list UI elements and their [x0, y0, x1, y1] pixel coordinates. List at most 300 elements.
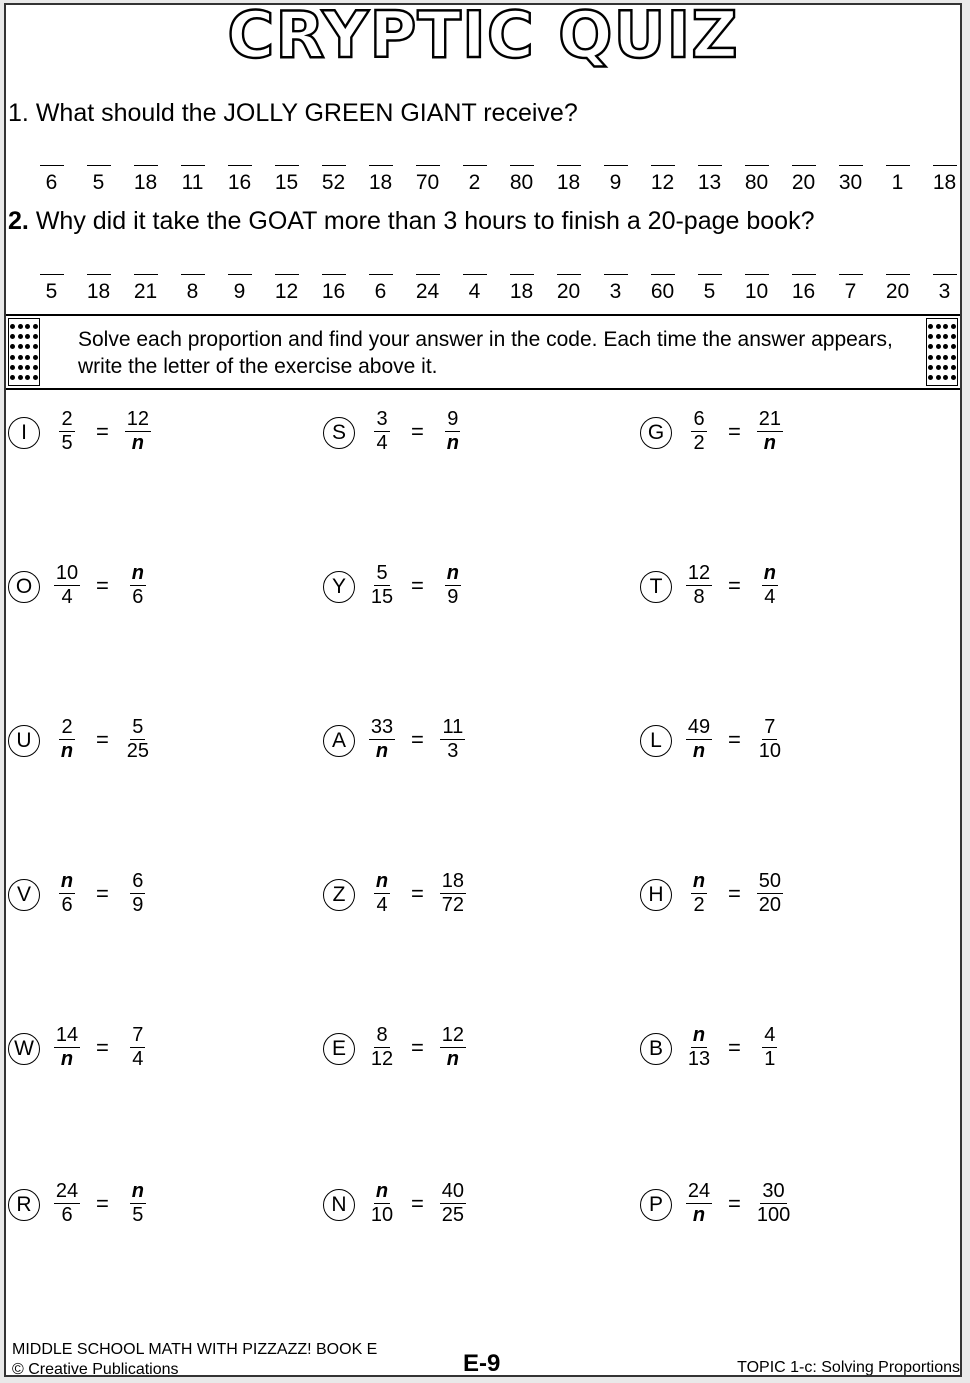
fraction-numerator: 9: [447, 408, 459, 430]
fraction-numerator: 40: [441, 1180, 464, 1202]
fraction: [52, 1024, 82, 1071]
dot: [928, 365, 933, 370]
answer-blank[interactable]: [404, 165, 451, 195]
code-number: 20: [791, 171, 816, 194]
answer-blank[interactable]: [639, 274, 686, 304]
answer-blank[interactable]: [780, 165, 827, 195]
answer-blank[interactable]: [28, 274, 75, 304]
fraction: [755, 562, 785, 609]
blank-line: [322, 165, 346, 166]
fraction: [123, 562, 153, 609]
instructions-box: [6, 314, 960, 390]
fraction: [367, 562, 397, 609]
answer-blank[interactable]: [686, 165, 733, 195]
blank-line: [557, 165, 581, 166]
blank-line: [933, 165, 957, 166]
problem-letter-circle: S: [323, 417, 355, 449]
fraction-numerator: n: [375, 870, 389, 892]
fraction-numerator: 6: [132, 870, 144, 892]
dot: [951, 365, 956, 370]
fraction: [438, 1180, 468, 1227]
page-number: E-9: [463, 1350, 501, 1377]
problem-letter-circle: U: [8, 725, 40, 757]
blank-line: [886, 165, 910, 166]
fraction-denominator: 3: [447, 740, 459, 762]
fraction-denominator: n: [131, 432, 144, 454]
blank-line: [933, 274, 957, 275]
answer-blank[interactable]: [122, 274, 169, 304]
code-number: 15: [274, 171, 299, 194]
problem-letter-circle: G: [640, 417, 672, 449]
code-number: 13: [697, 171, 722, 194]
problem-u: [8, 716, 153, 763]
problem-t: [640, 562, 785, 609]
page-title: CRYPTIC QUIZ: [227, 3, 739, 73]
fraction-denominator: 8: [693, 586, 705, 608]
dot: [936, 375, 941, 380]
answer-blank[interactable]: [498, 165, 545, 195]
dot: [25, 344, 30, 349]
footer-credits: [12, 1340, 377, 1377]
problem-h: [640, 870, 785, 917]
fraction: [755, 870, 785, 917]
blank-line: [181, 274, 205, 275]
dot: [928, 324, 933, 329]
code-number: 10: [744, 280, 769, 303]
fraction-numerator: 12: [441, 1024, 464, 1046]
answer-blank[interactable]: [357, 165, 404, 195]
equals-sign: =: [411, 418, 424, 444]
problem-r: [8, 1180, 153, 1227]
problem-i: [8, 408, 153, 455]
answer-blank[interactable]: [310, 165, 357, 195]
code-number: 16: [321, 280, 346, 303]
fraction: [755, 408, 785, 455]
dot: [33, 344, 38, 349]
fraction-denominator: 25: [126, 740, 149, 762]
problem-o: [8, 562, 153, 609]
fraction-numerator: 12: [687, 562, 711, 584]
answer-blank[interactable]: [874, 274, 921, 304]
problem-letter-circle: E: [323, 1033, 355, 1065]
answer-blank[interactable]: [451, 274, 498, 304]
blank-line: [839, 274, 863, 275]
problem-letter-circle: L: [640, 725, 672, 757]
fraction-denominator: 4: [376, 432, 388, 454]
blank-line: [698, 274, 722, 275]
equals-sign: =: [96, 418, 109, 444]
fraction-denominator: n: [763, 432, 776, 454]
fraction-denominator: 1: [764, 1048, 776, 1070]
dot: [33, 375, 38, 380]
problem-n: [323, 1180, 468, 1227]
problem-letter-circle: H: [640, 879, 672, 911]
blank-line: [322, 274, 346, 275]
blank-line: [416, 274, 440, 275]
problem-a: [323, 716, 468, 763]
footer-topic: TOPIC 1-c: Solving Proportions: [737, 1359, 960, 1376]
code-number: 3: [609, 280, 622, 303]
fraction: [684, 870, 714, 917]
answer-blank[interactable]: [404, 274, 451, 304]
answer-blank[interactable]: [310, 274, 357, 304]
blank-line: [792, 165, 816, 166]
code-number: 30: [838, 171, 863, 194]
blank-line: [792, 274, 816, 275]
dot: [33, 334, 38, 339]
fraction: [123, 870, 153, 917]
answer-blank[interactable]: [921, 274, 962, 304]
fraction-denominator: n: [60, 740, 74, 762]
code-number: 18: [932, 171, 957, 194]
blank-line: [416, 165, 440, 166]
answer-blank[interactable]: [263, 165, 310, 195]
dot: [936, 365, 941, 370]
problem-letter-circle: V: [8, 879, 40, 911]
fraction-numerator: n: [131, 1180, 144, 1202]
blank-line: [745, 274, 769, 275]
code-number: 18: [86, 280, 111, 303]
fraction-denominator: 4: [61, 586, 73, 608]
equals-sign: =: [728, 572, 741, 598]
dot: [928, 355, 933, 360]
fraction-numerator: 50: [758, 870, 781, 892]
fraction-numerator: 21: [758, 408, 781, 430]
fraction-numerator: 5: [376, 562, 388, 584]
fraction-numerator: 4: [764, 1024, 776, 1046]
code-number: 6: [374, 280, 387, 303]
equals-sign: =: [411, 880, 424, 906]
code-number: 2: [468, 171, 481, 194]
fraction-denominator: 15: [370, 586, 394, 608]
blank-line: [698, 165, 722, 166]
fraction: [438, 1024, 468, 1071]
fraction-denominator: 2: [693, 432, 705, 454]
problem-letter-circle: W: [8, 1033, 40, 1065]
blank-line: [604, 165, 628, 166]
equals-sign: =: [411, 1034, 424, 1060]
code-number: 5: [45, 280, 58, 303]
blank-line: [510, 274, 534, 275]
fraction-denominator: 4: [376, 894, 388, 916]
fraction: [438, 870, 468, 917]
fraction-denominator: 2: [693, 894, 705, 916]
fraction: [123, 1024, 153, 1071]
dot: [928, 375, 933, 380]
fraction: [438, 562, 468, 609]
problem-letter-circle: O: [8, 571, 40, 603]
answer-blank[interactable]: [216, 165, 263, 195]
code-number: 70: [415, 171, 440, 194]
answer-blank[interactable]: [639, 165, 686, 195]
code-number: 80: [509, 171, 534, 194]
fraction-denominator: 5: [61, 432, 73, 454]
code-number: 9: [233, 280, 246, 303]
fraction-numerator: n: [375, 1180, 389, 1202]
fraction: [52, 716, 82, 763]
answer-blank[interactable]: [780, 274, 827, 304]
decorative-dots-right: [926, 318, 958, 386]
equals-sign: =: [728, 1034, 741, 1060]
answer-blank[interactable]: [169, 165, 216, 195]
code-number: 5: [703, 280, 716, 303]
answer-blank[interactable]: [827, 274, 874, 304]
question-2-text: Why did it take the GOAT more than 3 hours to finish a 20-page book?: [35, 207, 815, 235]
blank-line: [275, 165, 299, 166]
blank-line: [369, 165, 393, 166]
fraction-numerator: n: [446, 562, 459, 584]
answer-blanks-1: [28, 165, 962, 195]
problem-letter-circle: R: [8, 1189, 40, 1221]
dot: [18, 355, 23, 360]
problem-b: [640, 1024, 785, 1071]
code-number: 52: [321, 171, 346, 194]
fraction-denominator: n: [692, 740, 706, 762]
dot: [18, 344, 23, 349]
fraction-numerator: 7: [132, 1024, 144, 1046]
dot: [18, 324, 23, 329]
dot: [936, 344, 941, 349]
answer-blank[interactable]: [357, 274, 404, 304]
answer-blank[interactable]: [75, 274, 122, 304]
equals-sign: =: [96, 726, 109, 752]
fraction-numerator: n: [692, 870, 706, 892]
dot: [18, 334, 23, 339]
dot: [943, 375, 948, 380]
dot: [943, 355, 948, 360]
fraction: [52, 408, 82, 455]
fraction-denominator: n: [692, 1204, 706, 1226]
blank-line: [228, 165, 252, 166]
code-number: 18: [368, 171, 393, 194]
problem-letter-circle: B: [640, 1033, 672, 1065]
fraction-denominator: 12: [370, 1048, 394, 1070]
fraction-denominator: 4: [132, 1048, 144, 1070]
blank-line: [839, 165, 863, 166]
blank-line: [651, 274, 675, 275]
answer-blank[interactable]: [75, 165, 122, 195]
answer-blank[interactable]: [921, 165, 962, 195]
equals-sign: =: [96, 1034, 109, 1060]
answer-blank[interactable]: [733, 274, 780, 304]
fraction-numerator: 18: [441, 870, 464, 892]
fraction: [684, 408, 714, 455]
fraction-denominator: 9: [132, 894, 144, 916]
equals-sign: =: [728, 880, 741, 906]
code-number: 60: [650, 280, 675, 303]
problem-letter-circle: Y: [323, 571, 355, 603]
answer-blank[interactable]: [28, 165, 75, 195]
code-number: 18: [556, 171, 581, 194]
fraction: [367, 408, 397, 455]
dot: [951, 355, 956, 360]
dot: [951, 375, 956, 380]
code-number: 12: [650, 171, 675, 194]
fraction-denominator: 6: [61, 1204, 73, 1226]
fraction-numerator: 14: [55, 1024, 79, 1046]
equals-sign: =: [96, 1190, 109, 1216]
blank-line: [557, 274, 581, 275]
dot: [943, 324, 948, 329]
problem-e: [323, 1024, 468, 1071]
fraction: [684, 1180, 714, 1227]
dot: [25, 334, 30, 339]
fraction-numerator: 8: [376, 1024, 388, 1046]
dot: [18, 375, 23, 380]
dot: [10, 365, 15, 370]
fraction-numerator: 7: [764, 716, 776, 738]
answer-blank[interactable]: [545, 274, 592, 304]
fraction-numerator: 24: [687, 1180, 711, 1202]
problem-letter-circle: Z: [323, 879, 355, 911]
answer-blank[interactable]: [216, 274, 263, 304]
answer-blank[interactable]: [263, 274, 310, 304]
fraction-numerator: 49: [687, 716, 711, 738]
problem-z: [323, 870, 468, 917]
footer-publisher: © Creative Publications: [12, 1361, 179, 1377]
dot: [943, 365, 948, 370]
problem-p: [640, 1180, 792, 1227]
dot: [18, 365, 23, 370]
fraction: [52, 1180, 82, 1227]
answer-blank[interactable]: [122, 165, 169, 195]
dot: [10, 375, 15, 380]
fraction: [367, 1180, 397, 1227]
equals-sign: =: [728, 726, 741, 752]
dot: [936, 324, 941, 329]
problem-letter-circle: T: [640, 571, 672, 603]
answer-blanks-2: [28, 274, 962, 304]
fraction-numerator: 5: [132, 716, 144, 738]
equals-sign: =: [411, 726, 424, 752]
fraction-denominator: n: [446, 1048, 459, 1070]
fraction: [438, 716, 468, 763]
fraction-numerator: 6: [693, 408, 705, 430]
blank-line: [87, 165, 111, 166]
fraction-numerator: 10: [55, 562, 79, 584]
code-number: 6: [45, 171, 58, 194]
fraction: [52, 562, 82, 609]
answer-blank[interactable]: [498, 274, 545, 304]
answer-blank[interactable]: [451, 165, 498, 195]
equals-sign: =: [96, 572, 109, 598]
code-number: 16: [227, 171, 252, 194]
dot: [951, 324, 956, 329]
problem-letter-circle: A: [323, 725, 355, 757]
problem-letter-circle: N: [323, 1189, 355, 1221]
code-number: 12: [274, 280, 299, 303]
code-number: 9: [609, 171, 622, 194]
answer-blank[interactable]: [733, 165, 780, 195]
fraction-denominator: 4: [764, 586, 776, 608]
blank-line: [275, 274, 299, 275]
dot: [25, 375, 30, 380]
fraction-numerator: 33: [370, 716, 394, 738]
fraction-denominator: 20: [758, 894, 781, 916]
fraction-numerator: 2: [61, 716, 73, 738]
fraction-numerator: 24: [55, 1180, 79, 1202]
blank-line: [40, 165, 64, 166]
answer-blank[interactable]: [592, 274, 639, 304]
code-number: 21: [133, 280, 158, 303]
fraction-denominator: 9: [447, 586, 459, 608]
dot: [10, 324, 15, 329]
answer-blank[interactable]: [874, 165, 921, 195]
problem-v: [8, 870, 153, 917]
blank-line: [181, 165, 205, 166]
code-number: 4: [468, 280, 481, 303]
instructions-text: Solve each proportion and find your answer in the code. Each time the answer appears, write the letter of the exercise above it.: [78, 328, 893, 378]
footer-book-title: MIDDLE SCHOOL MATH WITH PIZZAZZ! BOOK E: [12, 1341, 378, 1358]
question-1-text: What should the JOLLY GREEN GIANT receive?: [35, 99, 578, 127]
fraction-denominator: 13: [687, 1048, 711, 1070]
problem-l: [640, 716, 785, 763]
dot: [943, 334, 948, 339]
code-number: 8: [186, 280, 199, 303]
code-number: 24: [415, 280, 440, 303]
blank-line: [463, 274, 487, 275]
problem-w: [8, 1024, 153, 1071]
answer-blank[interactable]: [592, 165, 639, 195]
code-number: 20: [556, 280, 581, 303]
blank-line: [134, 274, 158, 275]
fraction-numerator: 30: [762, 1180, 785, 1202]
code-number: 11: [181, 171, 204, 194]
fraction-numerator: 3: [376, 408, 388, 430]
fraction-denominator: n: [446, 432, 459, 454]
blank-line: [228, 274, 252, 275]
fraction: [52, 870, 82, 917]
blank-line: [369, 274, 393, 275]
answer-blank[interactable]: [686, 274, 733, 304]
question-2: [8, 207, 815, 236]
answer-blank[interactable]: [827, 165, 874, 195]
fraction: [755, 1180, 792, 1227]
equals-sign: =: [411, 572, 424, 598]
fraction: [123, 716, 153, 763]
blank-line: [651, 165, 675, 166]
fraction: [684, 1024, 714, 1071]
fraction: [367, 870, 397, 917]
problem-s: [323, 408, 468, 455]
answer-blank[interactable]: [545, 165, 592, 195]
dot: [936, 334, 941, 339]
fraction: [123, 1180, 153, 1227]
fraction-numerator: 11: [442, 716, 464, 738]
dot: [25, 365, 30, 370]
fraction: [123, 408, 153, 455]
fraction-numerator: 2: [61, 408, 73, 430]
code-number: 80: [744, 171, 769, 194]
equals-sign: =: [728, 418, 741, 444]
fraction-denominator: 5: [132, 1204, 144, 1226]
code-number: 1: [891, 171, 904, 194]
answer-blank[interactable]: [169, 274, 216, 304]
problem-g: [640, 408, 785, 455]
code-number: 5: [92, 171, 105, 194]
blank-line: [40, 274, 64, 275]
code-number: 16: [791, 280, 816, 303]
fraction-denominator: 6: [132, 586, 144, 608]
dot: [10, 355, 15, 360]
code-number: 20: [885, 280, 910, 303]
blank-line: [510, 165, 534, 166]
blank-line: [604, 274, 628, 275]
fraction-denominator: 10: [758, 740, 781, 762]
fraction-denominator: 25: [441, 1204, 464, 1226]
dot: [33, 355, 38, 360]
code-number: 18: [509, 280, 534, 303]
